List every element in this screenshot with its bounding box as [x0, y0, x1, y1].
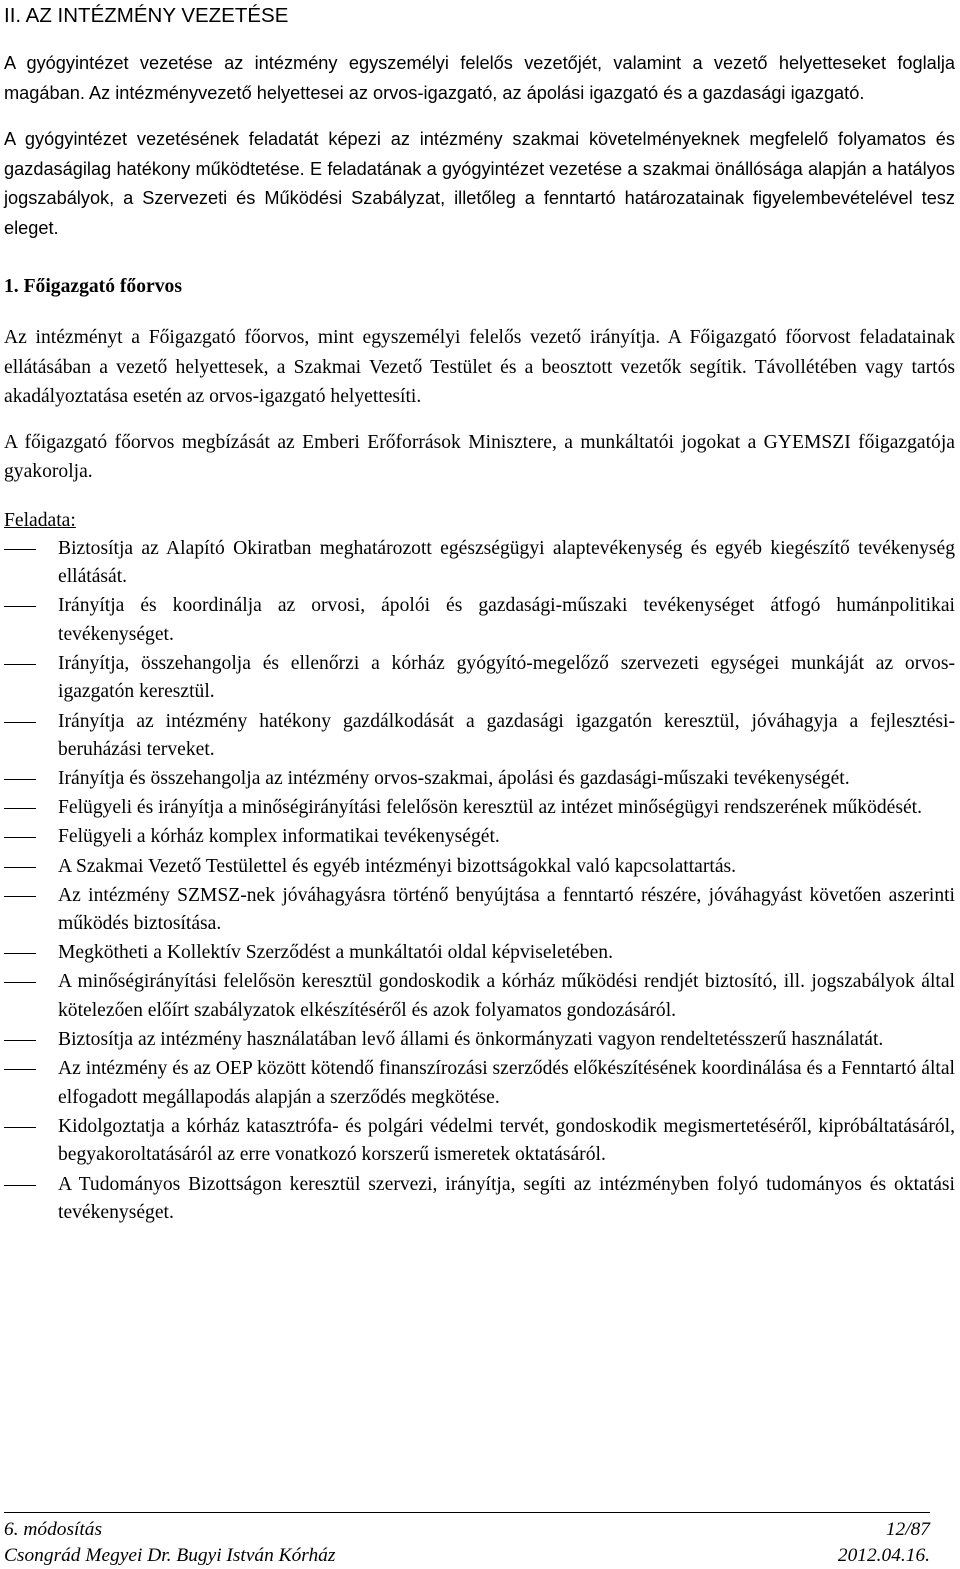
- duty-text: Az intézmény SZMSZ-nek jóváhagyásra történő benyújtása a fenntartó részére, jóváhagyást követően aszerinti működés biztosítása.: [58, 884, 955, 935]
- duty-item: [4, 1026, 955, 1055]
- duty-text: Kidolgoztatja a kórház katasztrófa- és polgári védelmi tervét, gondoskodik megismertetéséről, kipróbáltatásáról, begyakoroltatásáról az erre vonatkozó korszerű ismeretek oktatásáról.: [58, 1115, 955, 1166]
- dash-bullet-icon: [4, 1127, 36, 1128]
- duty-text: A Tudományos Bizottságon keresztül szervezi, irányítja, segíti az intézményben folyó tudományos és oktatási tevékenységet.: [58, 1173, 955, 1224]
- dash-bullet-icon: [4, 867, 36, 868]
- dash-bullet-icon: [4, 779, 36, 780]
- duty-item: [4, 765, 955, 794]
- subsection-title: 1. Főigazgató főorvos: [4, 276, 182, 297]
- duty-text: Felügyeli a kórház komplex informatikai tevékenységét.: [58, 826, 500, 848]
- duty-item: [4, 1113, 955, 1170]
- duty-item: [4, 882, 955, 939]
- dash-bullet-icon: [4, 722, 36, 723]
- duty-text: Irányítja az intézmény hatékony gazdálkodását a gazdasági igazgatón keresztül, jóváhagyja a fejlesztési-beruházási terveket.: [58, 710, 955, 761]
- duty-text: Felügyeli és irányítja a minőségirányítási felelősön keresztül az intézet minőségügyi rendszerének működését.: [58, 797, 923, 819]
- duty-text: Az intézmény és az OEP között kötendő finanszírozási szerződés előkészítésének koordinálása és a Fenntartó által elfogadott megállapodás alapján a szerződés megkötése.: [58, 1058, 955, 1108]
- duties-heading: Feladata:: [4, 509, 76, 531]
- footer-row-bottom: [4, 1543, 930, 1569]
- dash-bullet-icon: [4, 549, 36, 550]
- duty-text: Megkötheti a Kollektív Szerződést a munkáltatói oldal képviseletében.: [58, 942, 613, 964]
- intro-paragraph: A gyógyintézet vezetése az intézmény egyszemélyi felelős vezetőjét, valamint a vezető helyetteseket foglalja magában. Az intézményvezető helyettesei az orvos-igazgató, az ápolási igazgató és a gazdasági igazgató.: [4, 53, 955, 103]
- duty-item: [4, 823, 955, 852]
- duty-item: [4, 939, 955, 968]
- duty-item: [4, 650, 955, 707]
- duty-text: Irányítja, összehangolja és ellenőrzi a kórház gyógyító-megelőző szervezeti egységei munkáját az orvos-igazgatón keresztül.: [58, 652, 955, 703]
- dash-bullet-icon: [4, 953, 36, 954]
- duty-item: [4, 1171, 955, 1228]
- dash-bullet-icon: [4, 808, 36, 809]
- hospital-name: Csongrád Megyei Dr. Bugyi István Kórház: [4, 1545, 336, 1566]
- duty-item: [4, 535, 955, 592]
- dash-bullet-icon: [4, 982, 36, 983]
- dash-bullet-icon: [4, 606, 36, 607]
- duty-item: [4, 853, 955, 882]
- document-page: [4, 0, 955, 1228]
- dash-bullet-icon: [4, 1040, 36, 1041]
- duty-item: [4, 968, 955, 1025]
- duty-text: Biztosítja az intézmény használatában levő állami és önkormányzati vagyon rendeltetésszerű használatát.: [58, 1029, 884, 1051]
- footer-row-top: [4, 1517, 930, 1543]
- dash-bullet-icon: [4, 837, 36, 838]
- duties-list: [4, 535, 955, 1228]
- appointment-paragraph: A főigazgató főorvos megbízását az Emberi Erőforrások Minisztere, a munkáltatói jogokat a GYEMSZI főigazgatója gyakorolja.: [4, 431, 955, 482]
- dash-bullet-icon: [4, 1185, 36, 1186]
- director-paragraph: Az intézményt a Főigazgató főorvos, mint egyszemélyi felelős vezető irányítja. A Főigazgató főorvost feladatainak ellátásában a vezető helyettesek, a Szakmai Vezető Testület és a beosztott vezetők segítik. Távollétében vagy tartós akadályoztatása esetén az orvos-igazgató helyettesíti.: [4, 327, 955, 407]
- page-number: 12/87: [885, 1519, 930, 1540]
- duty-text: Irányítja és koordinálja az orvosi, ápolói és gazdasági-műszaki tevékenységet átfogó humánpolitikai tevékenységet.: [58, 595, 955, 645]
- duty-text: Biztosítja az Alapító Okiratban meghatározott egészségügyi alaptevékenység és egyéb kiegészítő tevékenység ellátását.: [58, 537, 955, 588]
- task-paragraph: A gyógyintézet vezetésének feladatát képezi az intézmény szakmai követelményeknek megfelelő folyamatos és gazdaságilag hatékony működtetése. E feladatának a gyógyintézet vezetése a szakmai önállósága alapján a hatályos jogszabályok, a Szervezeti és Működési Szabályzat, illetőleg a fenntartó határozatainak figyelembevételével tesz eleget.: [4, 129, 955, 238]
- duty-text: A Szakmai Vezető Testülettel és egyéb intézményi bizottságokkal való kapcsolattartás.: [58, 855, 737, 877]
- duty-text: Irányítja és összehangolja az intézmény orvos-szakmai, ápolási és gazdasági-műszaki tevékenységét.: [58, 768, 850, 790]
- document-date: 2012.04.16.: [837, 1545, 930, 1566]
- duty-text: A minőségirányítási felelősön keresztül gondoskodik a kórház működési rendjét biztosító, ill. jogszabályok által kötelezően előírt szabályzatok elkészítéséről és azok folyamatos gondozásáról.: [58, 971, 955, 1021]
- duty-item: [4, 592, 955, 649]
- revision-label: 6. módosítás: [4, 1519, 103, 1540]
- page-footer: [4, 1512, 930, 1569]
- dash-bullet-icon: [4, 896, 36, 897]
- duty-item: [4, 1055, 955, 1112]
- section-title: II. AZ INTÉZMÉNY VEZETÉSE: [4, 4, 289, 27]
- duty-item: [4, 708, 955, 765]
- duty-item: [4, 794, 955, 823]
- dash-bullet-icon: [4, 1069, 36, 1070]
- dash-bullet-icon: [4, 664, 36, 665]
